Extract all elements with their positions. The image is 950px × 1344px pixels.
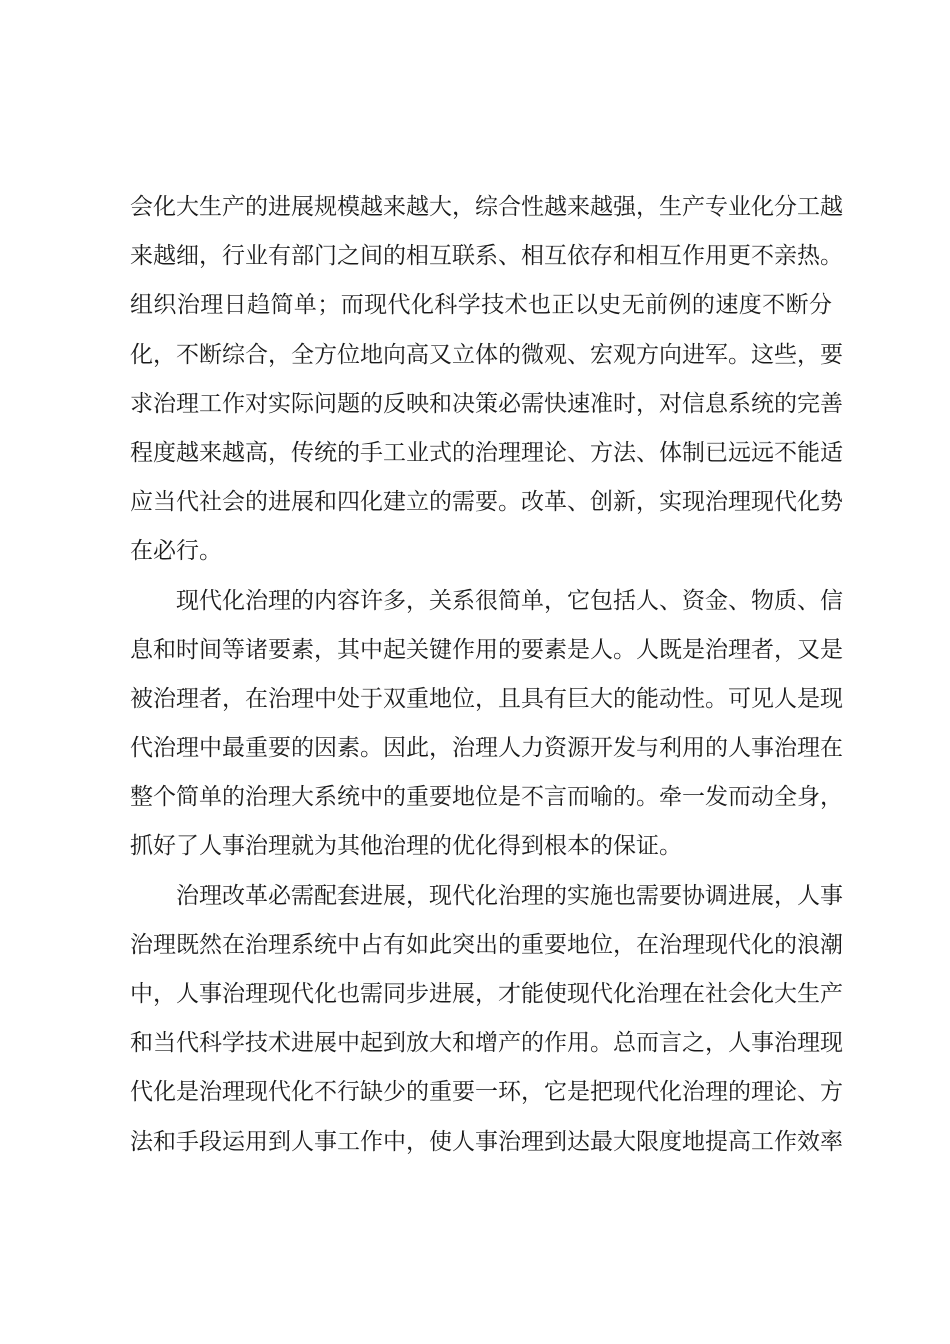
text-line: 法和手段运用到人事工作中，使人事治理到达最大限度地提高工作效率	[130, 1128, 843, 1155]
text-line: 抓好了人事治理就为其他治理的优化得到根本的保证。	[130, 833, 682, 860]
text-line: 求治理工作对实际问题的反映和决策必需快速准时，对信息系统的完善	[130, 390, 843, 417]
paragraph-3	[130, 872, 843, 1167]
paragraph-1	[130, 183, 843, 577]
paragraph-2	[130, 577, 843, 872]
document-body	[130, 183, 843, 1167]
text-line: 现代化治理的内容许多，关系很简单，它包括人、资金、物质、信	[176, 587, 843, 614]
text-line: 和当代科学技术进展中起到放大和增产的作用。总而言之，人事治理现	[130, 1030, 843, 1057]
text-line: 程度越来越高，传统的手工业式的治理理论、方法、体制已远远不能适	[130, 439, 843, 466]
text-line: 治理改革必需配套进展，现代化治理的实施也需要协调进展，人事	[176, 882, 843, 909]
text-line: 治理既然在治理系统中占有如此突出的重要地位，在治理现代化的浪潮	[130, 931, 843, 958]
text-line: 化，不断综合，全方位地向高又立体的微观、宏观方向进军。这些，要	[130, 341, 843, 368]
text-line: 息和时间等诸要素，其中起关键作用的要素是人。人既是治理者，又是	[130, 636, 843, 663]
text-line: 来越细，行业有部门之间的相互联系、相互依存和相互作用更不亲热。	[130, 243, 843, 270]
text-line: 代化是治理现代化不行缺少的重要一环，它是把现代化治理的理论、方	[130, 1079, 843, 1106]
text-line: 在必行。	[130, 538, 222, 565]
text-line: 应当代社会的进展和四化建立的需要。改革、创新，实现治理现代化势	[130, 489, 843, 516]
text-line: 组织治理日趋简单；而现代化科学技术也正以史无前例的速度不断分	[130, 292, 832, 319]
text-line: 被治理者，在治理中处于双重地位，且具有巨大的能动性。可见人是现	[130, 685, 843, 712]
text-line: 整个简单的治理大系统中的重要地位是不言而喻的。牵一发而动全身，	[130, 784, 843, 811]
text-line: 会化大生产的进展规模越来越大，综合性越来越强，生产专业化分工越	[130, 194, 843, 220]
text-line: 代治理中最重要的因素。因此，治理人力资源开发与利用的人事治理在	[130, 735, 843, 762]
text-line: 中，人事治理现代化也需同步进展，才能使现代化治理在社会化大生产	[130, 981, 843, 1007]
